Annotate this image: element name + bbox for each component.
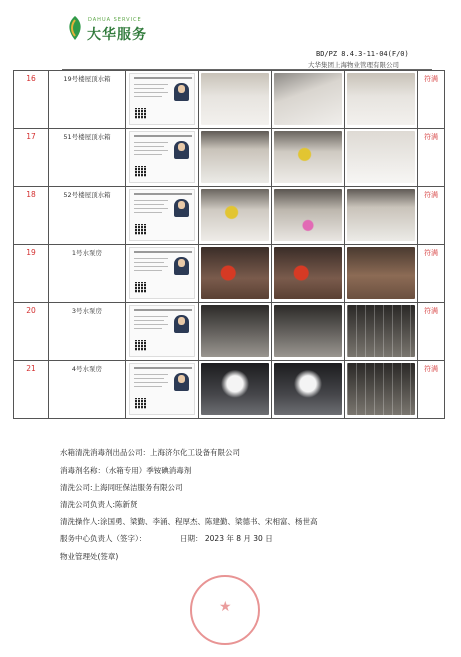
health-certificate-image bbox=[129, 305, 195, 357]
property-office-seal: 物业管理处(签章) bbox=[60, 552, 119, 561]
cleaning-company: 清洗公司:上海同旺保洁服务有限公司 bbox=[60, 483, 183, 492]
site-photo bbox=[274, 247, 342, 299]
site-photo bbox=[347, 363, 415, 415]
dahua-logo bbox=[66, 16, 176, 42]
disinfectant-company: 水箱清洗消毒剂出品公司：上海济尔化工设备有限公司 bbox=[60, 448, 240, 457]
row-number: 18 bbox=[26, 190, 36, 199]
row-location: 4号水泵房 bbox=[71, 365, 103, 373]
site-photo bbox=[201, 305, 269, 357]
row-number: 21 bbox=[26, 364, 36, 373]
site-photo bbox=[347, 131, 415, 183]
sign-date: 日期： 2023 年 8 月 30 日 bbox=[180, 534, 273, 543]
service-manager-signature: 服务中心负责人（签字）： bbox=[60, 534, 147, 543]
row-location: 3号水泵房 bbox=[71, 307, 103, 315]
row-location: 51号楼屋顶水箱 bbox=[63, 133, 111, 141]
site-photo bbox=[274, 189, 342, 241]
site-photo bbox=[274, 305, 342, 357]
site-photo bbox=[201, 247, 269, 299]
row-result: 符满 bbox=[424, 307, 438, 315]
cleaning-manager: 清洗公司负责人:陈新贤 bbox=[60, 500, 138, 509]
row-number: 16 bbox=[26, 74, 36, 83]
row-result: 符满 bbox=[424, 191, 438, 199]
brand-en: DAHUA SERVICE bbox=[88, 17, 142, 23]
doc-code: BD/PZ 8.4.3-11-04(F/0) bbox=[316, 50, 409, 58]
site-photo bbox=[347, 73, 415, 125]
site-photo bbox=[274, 363, 342, 415]
row-number: 17 bbox=[26, 132, 36, 141]
row-result: 符满 bbox=[424, 249, 438, 257]
company-name: 大华集团上海物业管理有限公司 bbox=[308, 61, 399, 69]
table-row bbox=[14, 187, 445, 245]
table-row bbox=[14, 71, 445, 129]
row-number: 19 bbox=[26, 248, 36, 257]
row-result: 符满 bbox=[424, 365, 438, 373]
row-number: 20 bbox=[26, 306, 36, 315]
health-certificate-image bbox=[129, 363, 195, 415]
site-photo bbox=[201, 131, 269, 183]
site-photo bbox=[201, 73, 269, 125]
red-seal-stamp: ★ bbox=[190, 575, 260, 645]
health-certificate-image bbox=[129, 189, 195, 241]
site-photo bbox=[347, 189, 415, 241]
row-location: 1号水泵房 bbox=[71, 249, 103, 257]
table-row bbox=[14, 129, 445, 187]
health-certificate-image bbox=[129, 73, 195, 125]
table-row bbox=[14, 303, 445, 361]
brand-cn: 大华服务 bbox=[87, 27, 147, 43]
cleaning-operators: 清洗操作人:涂国勇、梁勤、李涌、程厚杰、陈建勤、梁德书、宋相富、杨世高 bbox=[60, 517, 318, 526]
site-photo bbox=[347, 247, 415, 299]
health-certificate-image bbox=[129, 131, 195, 183]
site-photo bbox=[347, 305, 415, 357]
row-result: 符满 bbox=[424, 133, 438, 141]
site-photo bbox=[201, 363, 269, 415]
table-row bbox=[14, 361, 445, 419]
table-row bbox=[14, 245, 445, 303]
site-photo bbox=[201, 189, 269, 241]
cleaning-record-table bbox=[13, 70, 445, 419]
site-photo bbox=[274, 131, 342, 183]
row-result: 符满 bbox=[424, 75, 438, 83]
health-certificate-image bbox=[129, 247, 195, 299]
row-location: 52号楼屋顶水箱 bbox=[63, 191, 111, 199]
site-photo bbox=[274, 73, 342, 125]
leaf-logo-icon bbox=[66, 16, 84, 40]
disinfectant-name: 消毒剂名称：（水箱专用）季铵碘消毒剂 bbox=[60, 466, 192, 475]
row-location: 19号楼屋顶水箱 bbox=[63, 75, 111, 83]
